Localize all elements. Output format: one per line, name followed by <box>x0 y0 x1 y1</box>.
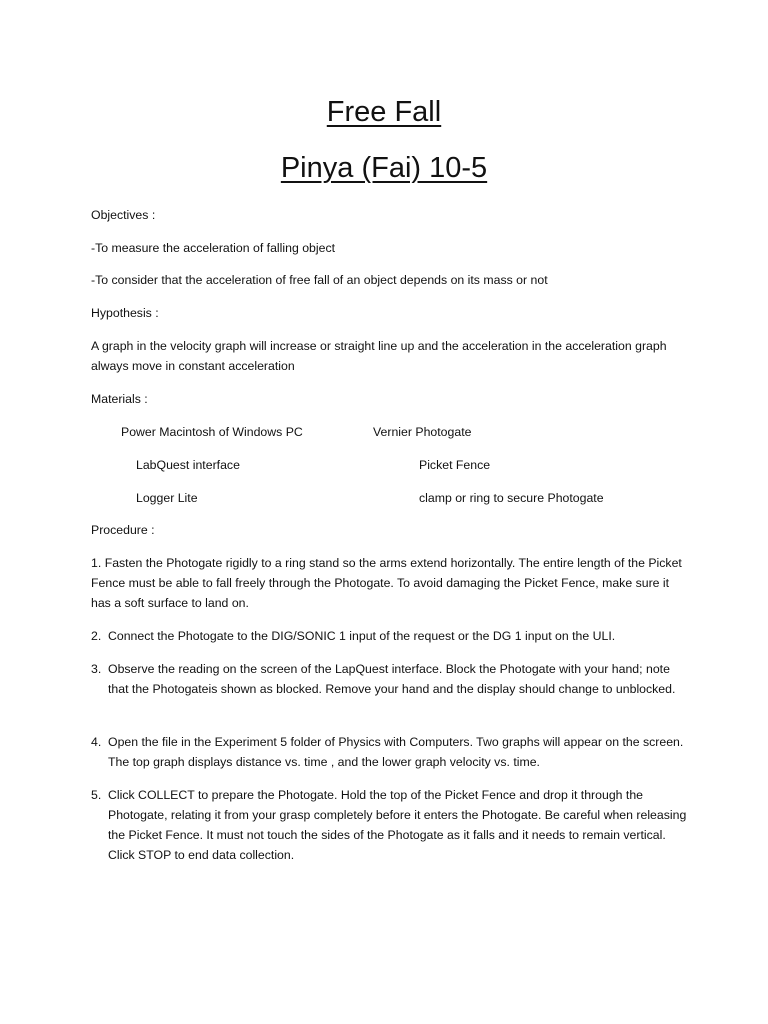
procedure-step <box>91 785 691 865</box>
step-text: Open the file in the Experiment 5 folder of Physics with Computers. Two graphs will appear on the screen. The top graph displays distance vs. time , and the lower graph velocity vs. time. <box>108 735 684 769</box>
material-item: LabQuest interface <box>136 458 240 472</box>
objectives-heading: Objectives : <box>91 208 156 222</box>
step-text: Click COLLECT to prepare the Photogate. Hold the top of the Picket Fence and drop it through the Photogate, relating it from your grasp completely before it enters the Photogate. Be careful when releasing the Picket Fence. It must not touch the sides of the Photogate as it falls and it needs to remain vertical. Click STOP to end data collection. <box>108 788 687 862</box>
step-number: 5. <box>91 788 102 802</box>
step-text: Observe the reading on the screen of the LapQuest interface. Block the Photogate with your hand; note that the Photogateis shown as blocked. Remove your hand and the display should change to unblocked. <box>108 662 676 696</box>
procedure-heading: Procedure : <box>91 523 155 537</box>
hypothesis-heading: Hypothesis : <box>91 306 159 320</box>
step-number: 1. <box>91 556 102 570</box>
objective-item-2: -To consider that the acceleration of free fall of an object depends on its mass or not <box>91 273 548 287</box>
step-text: Connect the Photogate to the DIG/SONIC 1 input of the request or the DG 1 input on the ULI. <box>108 629 616 643</box>
hypothesis-text: A graph in the velocity graph will increase or straight line up and the acceleration in the acceleration graph always move in constant acceleration <box>91 339 667 373</box>
document-title: Free Fall <box>326 96 442 128</box>
procedure-step <box>91 659 691 699</box>
procedure-step <box>91 732 691 772</box>
material-item: clamp or ring to secure Photogate <box>419 491 604 505</box>
step-number: 4. <box>91 735 102 749</box>
step-number: 3. <box>91 662 102 676</box>
procedure-step <box>91 626 691 646</box>
step-text: Fasten the Photogate rigidly to a ring stand so the arms extend horizontally. The entire length of the Picket Fence must be able to fall freely through the Photogate. To avoid damaging the Picket Fence, make sure it has a soft surface to land on. <box>91 556 682 610</box>
procedure-step <box>91 553 691 613</box>
material-item: Logger Lite <box>136 491 198 505</box>
material-item: Power Macintosh of Windows PC <box>121 425 303 439</box>
material-item: Vernier Photogate <box>373 425 472 439</box>
materials-heading: Materials : <box>91 392 148 406</box>
objective-item-1: -To measure the acceleration of falling object <box>91 241 336 255</box>
step-number: 2. <box>91 629 102 643</box>
document-subtitle: Pinya (Fai) 10-5 <box>280 152 488 184</box>
material-item: Picket Fence <box>419 458 491 472</box>
